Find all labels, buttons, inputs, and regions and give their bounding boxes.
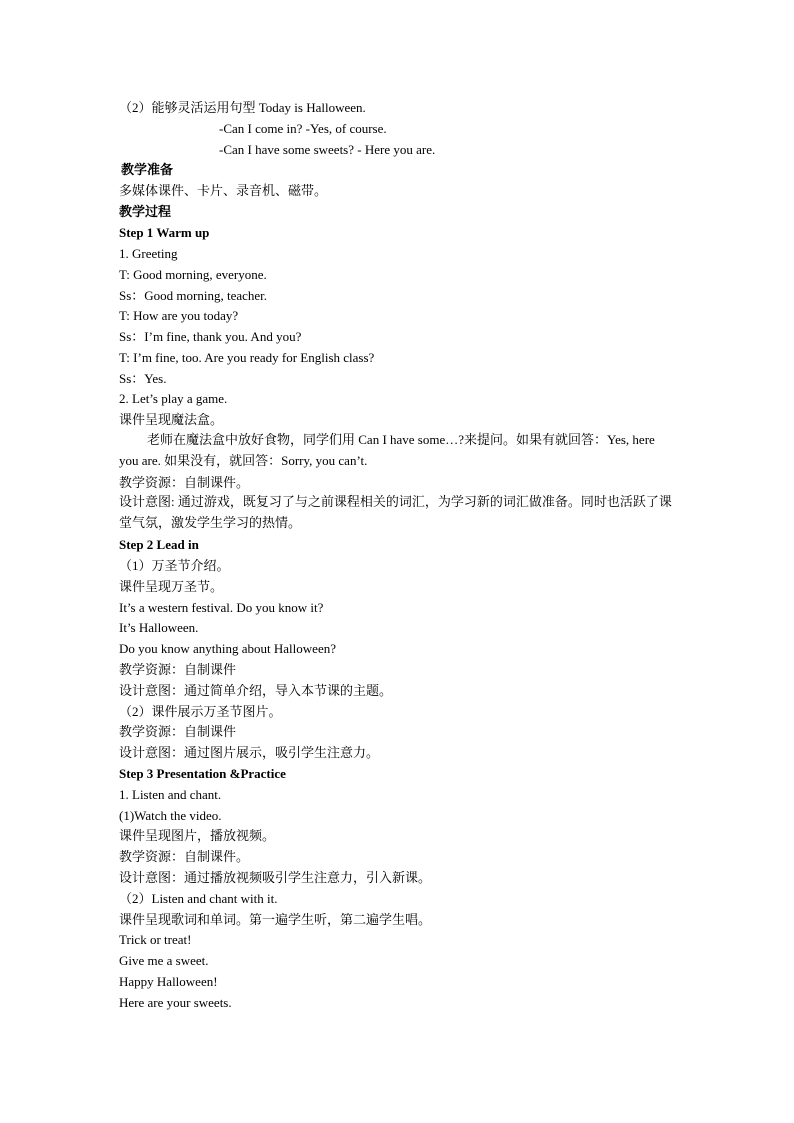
dialogue-line: T: I’m fine, too. Are you ready for English class? [119, 350, 375, 365]
paragraph-line: （2）课件展示万圣节图片。 [119, 704, 282, 719]
dialogue-line: It’s Halloween. [119, 620, 199, 635]
dialogue-line: It’s a western festival. Do you know it? [119, 600, 324, 615]
paragraph-line: 课件呈现魔法盒。 [119, 412, 224, 427]
step-heading: Step 3 Presentation &Practice [119, 766, 286, 781]
design-intent-line: 设计意图：通过图片展示，吸引学生注意力。 [119, 745, 380, 760]
paragraph-line: （1）万圣节介绍。 [119, 558, 230, 573]
paragraph-line: （2）Listen and chant with it. [119, 891, 278, 906]
resource-line: 教学资源：自制课件。 [119, 849, 250, 864]
design-intent-line: 设计意图：通过简单介绍，导入本节课的主题。 [119, 683, 393, 698]
section-heading: 教学准备 [121, 162, 174, 177]
dialogue-line: T: Good morning, everyone. [119, 267, 267, 282]
resource-line: 教学资源：自制课件 [119, 724, 237, 739]
design-intent-line: 设计意图：通过播放视频吸引学生注意力，引入新课。 [119, 870, 432, 885]
paragraph-line: (1)Watch the video. [119, 808, 222, 823]
objective-line: （2）能够灵活运用句型 Today is Halloween. [119, 100, 366, 115]
chant-line: Give me a sweet. [119, 953, 209, 968]
paragraph-line: 2. Let’s play a game. [119, 391, 228, 406]
paragraph-line: 课件呈现万圣节。 [119, 579, 224, 594]
step-heading: Step 2 Lead in [119, 537, 199, 552]
dialogue-line: -Can I come in? -Yes, of course. [219, 121, 387, 136]
paragraph-line: 1. Listen and chant. [119, 787, 222, 802]
dialogue-line: Ss：Yes. [119, 371, 167, 386]
section-heading: 教学过程 [119, 204, 172, 219]
paragraph-wrapped: 老师在魔法盒中放好食物，同学们用 Can I have some…?来提问。如果有就回答：Yes, here you are. 如果没有，就回答：Sorry, you can’t. [119, 432, 655, 468]
chant-line: Trick or treat! [119, 932, 192, 947]
dialogue-line: Ss：I’m fine, thank you. And you? [119, 329, 302, 344]
design-intent-paragraph: 设计意图: 通过游戏，既复习了与之前课程相关的词汇，为学习新的词汇做准备。同时也活跃了课堂气氛，激发学生学习的热情。 [119, 494, 672, 530]
dialogue-line: T: How are you today? [119, 308, 239, 323]
paragraph-line: 多媒体课件、卡片、录音机、磁带。 [119, 183, 328, 198]
dialogue-line: Do you know anything about Halloween? [119, 641, 336, 656]
dialogue-line: Ss：Good morning, teacher. [119, 288, 268, 303]
chant-line: Happy Halloween! [119, 974, 218, 989]
chant-line: Here are your sweets. [119, 995, 232, 1010]
resource-line: 教学资源：自制课件 [119, 662, 237, 677]
dialogue-line: -Can I have some sweets? - Here you are. [219, 142, 436, 157]
step-heading: Step 1 Warm up [119, 225, 210, 240]
paragraph-line: 1. Greeting [119, 246, 178, 261]
resource-line: 教学资源：自制课件。 [119, 475, 250, 490]
paragraph-line: 课件呈现歌词和单词。第一遍学生听，第二遍学生唱。 [119, 912, 432, 927]
paragraph-line: 课件呈现图片，播放视频。 [119, 828, 276, 843]
